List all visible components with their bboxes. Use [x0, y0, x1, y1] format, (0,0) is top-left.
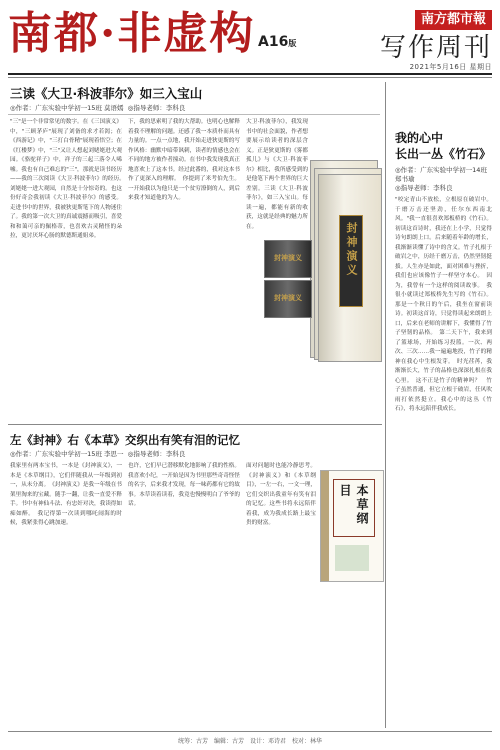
- book-spine-2: [264, 280, 312, 318]
- article2-col1: 我家里有两本宝书，一本是《封神演义》，一本是《本草纲目》，它们伴随我从一年级到初一，从未分离。 《封神演义》是我一年级在书架里淘来的宝藏。随手一翻，让我一直爱不释手。书中有神仙斗法、有忠奸对决，我读得如痴如醉。 我记得第一次读到哪吒闹海的时候，我紧张得心跳加速。: [10, 463, 122, 526]
- book-spine-1-title: 封神演义: [274, 253, 302, 262]
- article2-title: 左《封神》右《本草》交织出有笑有泪的记忆: [10, 433, 240, 447]
- article2-byline: [10, 450, 185, 459]
- article2-col2: 也许，它们早已潜移默化地影响了我的性格。我喜欢小纪，一开始是因为书里那些奇奇怪怪的名字，后来我才发现，每一味药都有它的故事。本草读着读着，我竟也慢慢明白了爷爷的话。: [128, 463, 240, 507]
- bencao-spine-band: [321, 471, 329, 581]
- book-title-plate: [339, 215, 363, 307]
- section-divider: [8, 424, 382, 425]
- book-spine-2-title: 封神演义: [274, 293, 302, 302]
- issue-date: 2021年5月16日 星期日: [409, 63, 492, 71]
- article3-title-line2: 长出一丛《竹石》: [395, 147, 492, 161]
- masthead-rule-thin: [8, 77, 492, 78]
- article2-teacher: ◎指导老师：李科良: [127, 450, 186, 458]
- masthead-right: [342, 8, 492, 62]
- bencao-cover-illustration: [335, 545, 369, 571]
- bencao-cover-frame: [333, 479, 375, 537]
- book-spine-1: [264, 240, 312, 278]
- book-stack-spines: [264, 240, 312, 360]
- article1-author: ◎作者：广东实验中学初一15班 莫语嫣: [10, 104, 124, 112]
- page-code-suffix: 版: [288, 39, 297, 48]
- article1-col1: "三"是一个非常常见的数字。在《三国演义》中，"三顾茅庐"展现了刘备的求才若渴；在《西游记》中，"三打白骨精"展现着悟空；在《红楼梦》中，"三"又让人想起刘姥姥进大观园。《骆驼祥子》中，祥子的三起三落令人唏嘘。我也有自己难忘的"三"，那就是读书经历——我的三次阅读《大卫·科波菲尔》的经历。 刘姥姥一进大观园，自然是十分惊奇的。也这份好奇会我初读《大卫·科波菲尔》的感受。走进书中的世界，我被狄更斯笔下的人物迷住了。我的第一次大卫的真诚震撼而吸引，喜爱和和蔼可亲的佩格蒂，也喜欢古灵精怪的朵拉，更讨厌坏心肠的默德斯通姐弟。: [10, 119, 128, 239]
- article1-rule: [8, 114, 380, 115]
- article3-teacher: ◎指导老师：李科良: [395, 184, 453, 192]
- article1-byline: [10, 104, 185, 113]
- newspaper-brand: 南方都市報: [415, 10, 492, 30]
- article1-teacher: ◎指导老师：李科良: [127, 104, 186, 112]
- book-front: [318, 174, 382, 362]
- page-footer-credits: 统筹：古芳 编辑：古芳 设计：邓诗君 校对：林华: [177, 738, 322, 745]
- article1-col2: 下，我的思索明了我的大帮助。也明心也解释着我不理解的问题。还感了我一本质朴而具有力量的。一点一点地，我开始走进狄更斯的写作风格：幽默中暗带讽刺，读者的情感也会在不同的地方被作者撞动。在书中我发现我真正地喜欢上了这本书。经过此番的，我对这本书作了更深入的理解。 你提到了米考伯先生。一开始我以为他只是一个贫穷潦倒的人，到后来我才知道他的为人。: [128, 119, 240, 201]
- article3-body: "咬定青山不放松，立根原在破岩中。千磨万击还坚劲，任尔东西南北风。"我一直很喜欢郑板桥的《竹石》。初读这首诗时，我还在上小学，只觉得诗句朗朗上口。后来随着年龄的增长，我渐渐读懂了诗中的含义。竹子扎根于破岩之中，历经千磨万击，仍然坚韧挺拔。人生亦是如此，面对困难与挫折，我们也应该像竹子一样坚守本心。 因为，我曾有一个这样的阅读故事。 我很小就读过郑板桥先生写的《竹石》。那是一个秋日的午后，我坐在窗前读诗。初读这首诗，只觉得读起来朗朗上口，后来在老师的讲解下，我懂得了竹子坚韧的品格。 第二天下午，我来到了篮球场，开始练习投篮。一次、两次、三次……我一遍遍地投，竹子的精神在我心中生根发芽。 时光荏苒，我渐渐长大，竹子的品格也深深扎根在我心里。 这不正是竹子的精神吗？ 竹子虽然普通，但它立根于破岩，任风吹雨打依然挺立。我心中的这丛《竹石》，将永远陪伴我成长。: [395, 197, 492, 412]
- page-code: [258, 34, 296, 50]
- article2-author: ◎作者：广东实验中学初一15班 李思一: [10, 450, 124, 458]
- article2-col3: 面对问题时也能冷静思考。《封神演义》和《本草纲目》，一左一右，一文一理，它们交织出我童年有笑有泪的记忆。这些书将永远陪伴着我，成为我成长路上最宝贵的财富。: [246, 463, 316, 526]
- article3-author: ◎作者：广东实验中学初一14班 郑书瑜: [395, 166, 487, 183]
- column-divider: [385, 82, 386, 728]
- article1-title: 三读《大卫·科波菲尔》如三入宝山: [10, 86, 203, 101]
- book-title: 封神演义: [345, 222, 358, 278]
- page-code-number: A16: [258, 34, 289, 50]
- footer-rule: [8, 731, 492, 732]
- masthead-title: 南都·非虚构: [8, 8, 256, 59]
- article3-title-line1: 我的心中: [395, 131, 444, 145]
- weekly-title: 写作周刊: [379, 33, 492, 63]
- bencao-cover-photo: [320, 470, 384, 582]
- book-stack-photo: [310, 160, 382, 360]
- article1-col3: 大卫·科波菲尔》，我发现书中的社会面貌，作者想要展示给读者的深层含义。正是狄更斯的《雾都孤儿》与《大卫·科波菲尔》相比，我所感受到的是他笔下两个世界的巨大差别。三读《大卫·科波菲尔》，如三入宝山。每读一遍，都能有新的收获，这就是经典的魅力所在。: [246, 119, 308, 230]
- bencao-title: 本草纲目: [338, 484, 369, 526]
- masthead-rule: [8, 73, 492, 75]
